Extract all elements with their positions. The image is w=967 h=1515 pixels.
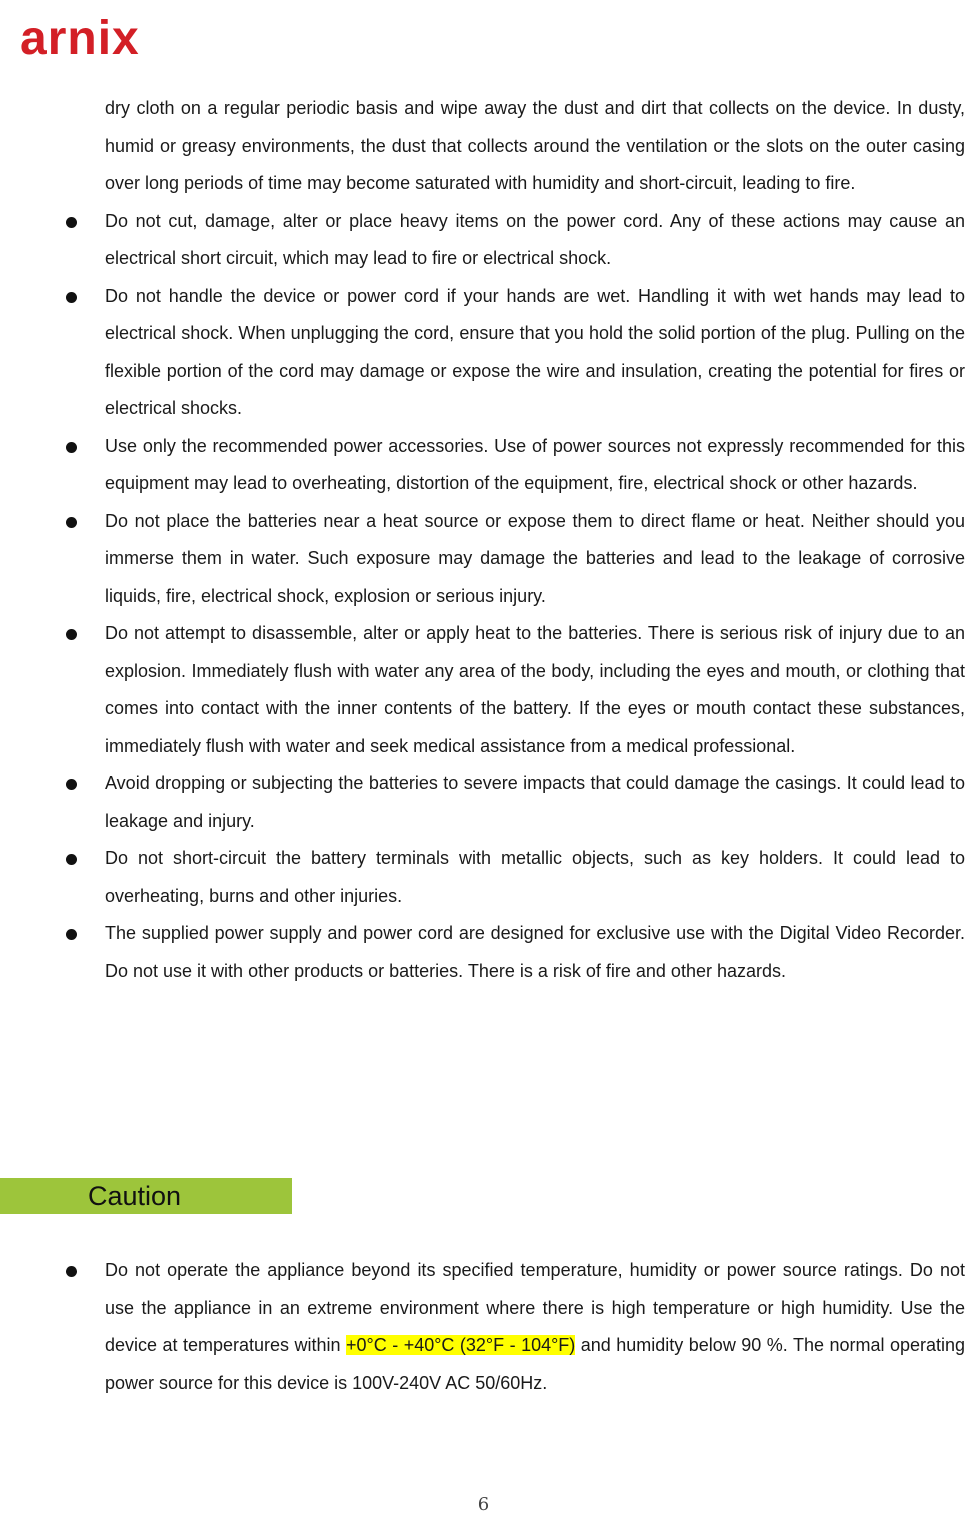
warning-text: Use only the recommended power accessories. Use of power sources not expressly recommended for this equipment may lead to overheating, distortion of the equipment, fire, electrical shock or other hazards. (105, 435, 965, 493)
continuation-paragraph (0, 90, 967, 203)
warnings-section (0, 90, 967, 990)
paragraph-text: dry cloth on a regular periodic basis and wipe away the dust and dirt that collects on the device. In dusty, humid or greasy environments, the dust that collects around the ventilation or the slots on the outer casing over long periods of time may become saturated with humidity and short-circuit, leading to fire. (105, 98, 965, 193)
warning-text: Do not place the batteries near a heat source or expose them to direct flame or heat. Neither should you immerse them in water. Such exposure may damage the batteries and lead to the leakage of corrosive liquids, fire, electrical shock, explosion or serious injury. (105, 510, 965, 606)
warning-text: Do not handle the device or power cord if your hands are wet. Handling it with wet hands may lead to electrical shock. When unplugging the cord, ensure that you hold the solid portion of the plug. Pulling on the flexible portion of the cord may damage or expose the wire and insulation, creating the potential for fires or electrical shocks. (105, 285, 965, 418)
caution-heading: Caution (88, 1181, 182, 1211)
warning-item (0, 615, 967, 765)
warning-item (0, 278, 967, 428)
svg-text:arnix: arnix (20, 14, 140, 64)
warning-text: Do not cut, damage, alter or place heavy items on the power cord. Any of these actions may cause an electrical short circuit, which may lead to fire or electrical shock. (105, 210, 965, 268)
warning-item (0, 765, 967, 840)
warning-text: Do not attempt to disassemble, alter or apply heat to the batteries. There is serious risk of injury due to an explosion. Immediately flush with water any area of the body, including the eyes and mouth, or clothing that comes into contact with the inner contents of the battery. If the eyes or mouth contact these substances, immediately flush with water and seek medical assistance from a medical professional. (105, 623, 965, 756)
caution-text: Do not operate the appliance beyond its specified temperature, humidity or power source ratings. Do not use the appliance in an extreme environment where there is high temperature or high humidity. Use the device at temperatures within (105, 1260, 965, 1355)
bullet-icon (66, 854, 77, 865)
caution-heading-bar (0, 1178, 292, 1214)
page-number: 6 (477, 1494, 490, 1515)
warning-item (0, 840, 967, 915)
caution-section (0, 1252, 967, 1402)
bullet-icon (66, 292, 77, 303)
warning-text: The supplied power supply and power cord are designed for exclusive use with the Digital Video Recorder. Do not use it with other products or batteries. There is a risk of fire and other hazards. (105, 923, 965, 981)
arnix-logo (20, 14, 196, 64)
warning-item (0, 428, 967, 503)
warning-text: Avoid dropping or subjecting the batteries to severe impacts that could damage the casings. It could lead to leakage and injury. (105, 773, 965, 831)
caution-item (0, 1252, 967, 1402)
bullet-icon (66, 929, 77, 940)
caution-text-end: and humidity below 90 %. The normal operating power source for this device is 100V-240V AC 50/60Hz. (105, 1335, 965, 1393)
bullet-icon (66, 442, 77, 453)
warning-text: Do not short-circuit the battery terminals with metallic objects, such as key holders. It could lead to overheating, burns and other injuries. (105, 848, 965, 906)
warning-item (0, 503, 967, 616)
bullet-icon (66, 217, 77, 228)
warning-item (0, 203, 967, 278)
bullet-icon (66, 1266, 77, 1277)
bullet-icon (66, 517, 77, 528)
bullet-icon (66, 779, 77, 790)
warning-item (0, 915, 967, 990)
temperature-range-highlight: +0°C - +40°C (32°F - 104°F) (346, 1335, 576, 1355)
bullet-icon (66, 629, 77, 640)
